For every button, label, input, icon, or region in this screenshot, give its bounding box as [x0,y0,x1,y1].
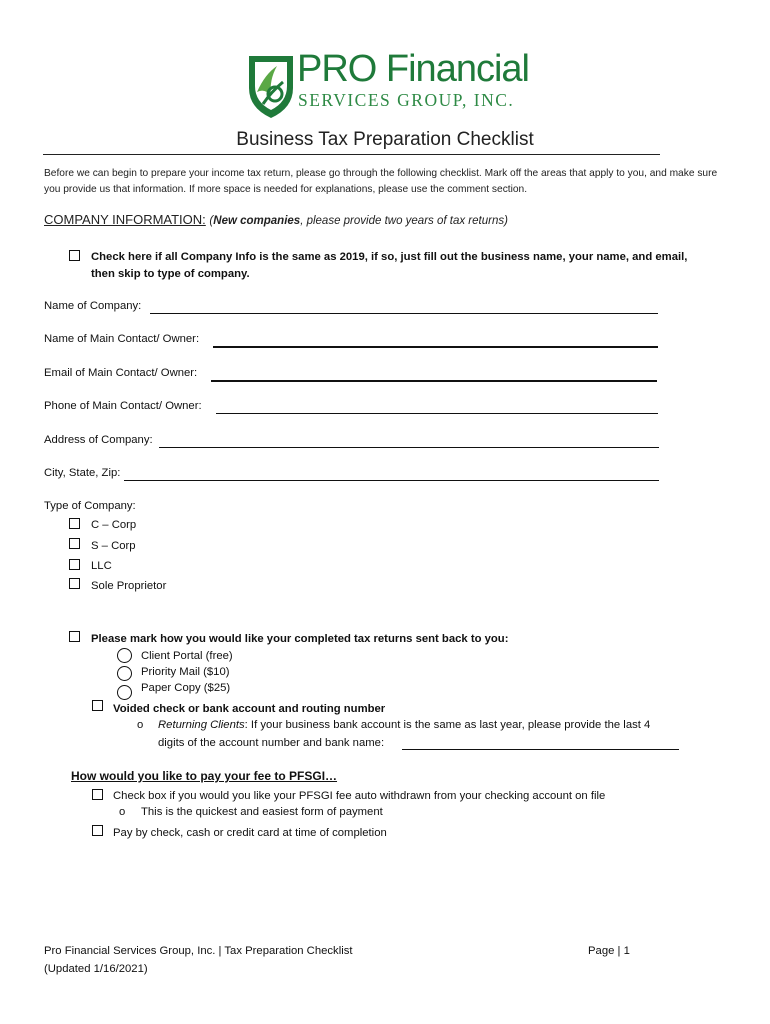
voided-check-checkbox[interactable] [92,700,103,711]
bullet-marker-2: o [119,806,126,818]
contact-email-label: Email of Main Contact/ Owner: [44,367,198,379]
c-corp-label: C – Corp [91,519,137,531]
shield-logo-icon [247,52,295,120]
company-address-field[interactable] [159,447,659,448]
company-address-label: Address of Company: [44,434,153,446]
company-info-title: COMPANY INFORMATION: [44,212,206,227]
company-type-label: Type of Company: [44,500,136,512]
bullet-marker: o [137,719,144,731]
fee-heading: How would you like to pay your fee to PFSGI… [71,769,338,783]
pay-at-completion-checkbox[interactable] [92,825,103,836]
contact-email-field[interactable] [211,380,657,382]
page-number: Page | 1 [588,945,630,957]
contact-phone-field[interactable] [216,413,658,414]
return-delivery-label: Please mark how you would like your completed tax returns sent back to you: [91,633,509,645]
voided-check-label: Voided check or bank account and routing number [113,703,386,715]
same-info-label-cont: then skip to type of company. [91,268,250,280]
logo-name: PRO Financial [297,48,529,90]
company-info-heading [44,212,508,227]
logo-subtitle: SERVICES GROUP, INC. [298,90,515,110]
company-name-label: Name of Company: [44,300,142,312]
auto-withdraw-checkbox[interactable] [92,789,103,800]
sole-proprietor-label: Sole Proprietor [91,580,167,592]
company-name-field[interactable] [150,313,658,314]
return-delivery-checkbox[interactable] [69,631,80,642]
page-title: Business Tax Preparation Checklist [236,129,534,150]
city-state-zip-field[interactable] [124,480,659,481]
title-divider [43,154,660,155]
contact-name-label: Name of Main Contact/ Owner: [44,333,200,345]
paper-copy-label: Paper Copy ($25) [141,682,231,694]
contact-name-field[interactable] [213,346,658,348]
contact-phone-label: Phone of Main Contact/ Owner: [44,400,202,412]
paper-copy-radio[interactable] [117,685,132,700]
account-digits-bank-field[interactable] [402,749,679,750]
footer-updated: (Updated 1/16/2021) [44,963,148,975]
auto-withdraw-label: Check box if you would you like your PFSGI fee auto withdrawn from your checking account on file [113,790,606,802]
city-state-zip-label: City, State, Zip: [44,467,121,479]
returning-clients-text-cont: digits of the account number and bank name: [158,737,385,749]
returning-clients-text: Returning Clients: If your business bank account is the same as last year, please provide the last 4 [158,719,651,731]
intro-paragraph: Before we can begin to prepare your income tax return, please go through the following checklist. Mark off the areas that apply to you, and make sure you provide us that information. If more space is needed for explanations, please use the comment section. [44,168,718,195]
priority-mail-radio[interactable] [117,666,132,681]
client-portal-label: Client Portal (free) [141,650,233,662]
same-info-checkbox[interactable] [69,250,80,261]
llc-label: LLC [91,560,112,572]
company-info-note: (New companies, please provide two years of tax returns) [209,215,508,227]
footer-company: Pro Financial Services Group, Inc. | Tax Preparation Checklist [44,945,353,957]
same-info-label: Check here if all Company Info is the same as 2019, if so, just fill out the business name, your name, and email, [91,251,688,263]
s-corp-checkbox[interactable] [69,538,80,549]
sole-proprietor-checkbox[interactable] [69,578,80,589]
llc-checkbox[interactable] [69,559,80,570]
priority-mail-label: Priority Mail ($10) [141,666,230,678]
s-corp-label: S – Corp [91,540,136,552]
auto-withdraw-note: This is the quickest and easiest form of payment [141,806,383,818]
pay-at-completion-label: Pay by check, cash or credit card at time of completion [113,827,387,839]
company-logo [247,48,537,122]
c-corp-checkbox[interactable] [69,518,80,529]
client-portal-radio[interactable] [117,648,132,663]
